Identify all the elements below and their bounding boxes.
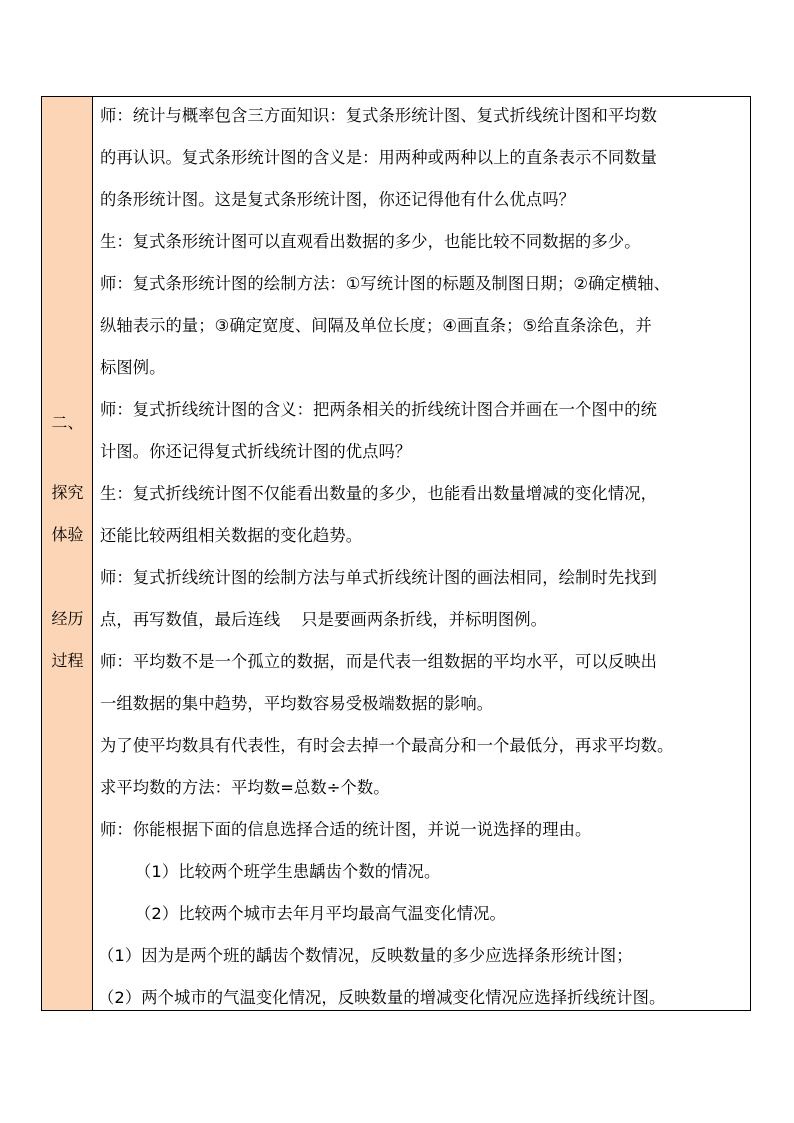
section-number: 二、 [51, 413, 84, 432]
text-line: 的再认识。复式条形统计图的含义是：用两种或两种以上的直条表示不同数量 [100, 148, 657, 167]
text-line: 一组数据的集中趋势，平均数容易受极端数据的影响。 [100, 694, 494, 713]
text-line: 师：统计与概率包含三方面知识：复式条形统计图、复式折线统计图和平均数 [100, 106, 657, 125]
text-line: 生：复式折线统计图不仅能看出数量的多少，也能看出数量增减的变化情况， [100, 484, 657, 503]
text-line: 计图。你还记得复式折线统计图的优点吗？ [100, 442, 412, 461]
text-line: 师：复式折线统计图的绘制方法与单式折线统计图的画法相同，绘制时先找到 [100, 568, 657, 587]
text-line: 求平均数的方法：平均数=总数÷个数。 [100, 778, 390, 797]
text-line: 师：复式条形统计图的绘制方法：①写统计图的标题及制图日期；②确定横轴、 [100, 274, 670, 293]
text-line: 标图例。 [100, 358, 166, 377]
text-line: 师：平均数不是一个孤立的数据，而是代表一组数据的平均水平，可以反映出 [100, 652, 657, 671]
text-line: 师：复式折线统计图的含义：把两条相关的折线统计图合并画在一个图中的统 [100, 400, 657, 419]
text-line: 为了使平均数具有代表性，有时会去掉一个最高分和一个最低分，再求平均数。 [100, 736, 674, 755]
section-label-line2: 体验 [51, 525, 84, 544]
text-line: （2）两个城市的气温变化情况，反映数量的增减变化情况应选择折线统计图。 [98, 988, 666, 1007]
text-line: 点，再写数值，最后连线 只是要画两条折线，并标明图例。 [100, 610, 548, 629]
content-cell [93, 97, 750, 1010]
text-line: 纵轴表示的量；③确定宽度、间隔及单位长度；④画直条；⑤给直条涂色，并 [100, 316, 652, 335]
section-label-line3: 经历 [51, 609, 84, 628]
text-line: （1）因为是两个班的龋齿个数情况，反映数量的多少应选择条形统计图； [98, 946, 633, 965]
text-line: （2）比较两个城市去年月平均最高气温变化情况。 [135, 904, 506, 923]
section-label-cell [42, 97, 93, 1010]
lesson-table [41, 96, 751, 1011]
text-line: 的条形统计图。这是复式条形统计图，你还记得他有什么优点吗？ [100, 190, 576, 209]
text-line: （1）比较两个班学生患龋齿个数的情况。 [135, 862, 441, 881]
text-line: 生：复式条形统计图可以直观看出数据的多少，也能比较不同数据的多少。 [100, 232, 641, 251]
text-line: 还能比较两组相关数据的变化趋势。 [100, 526, 363, 545]
section-label-line1: 探究 [51, 483, 84, 502]
text-line: 师：你能根据下面的信息选择合适的统计图，并说一说选择的理由。 [100, 820, 592, 839]
section-label-line4: 过程 [51, 651, 84, 670]
